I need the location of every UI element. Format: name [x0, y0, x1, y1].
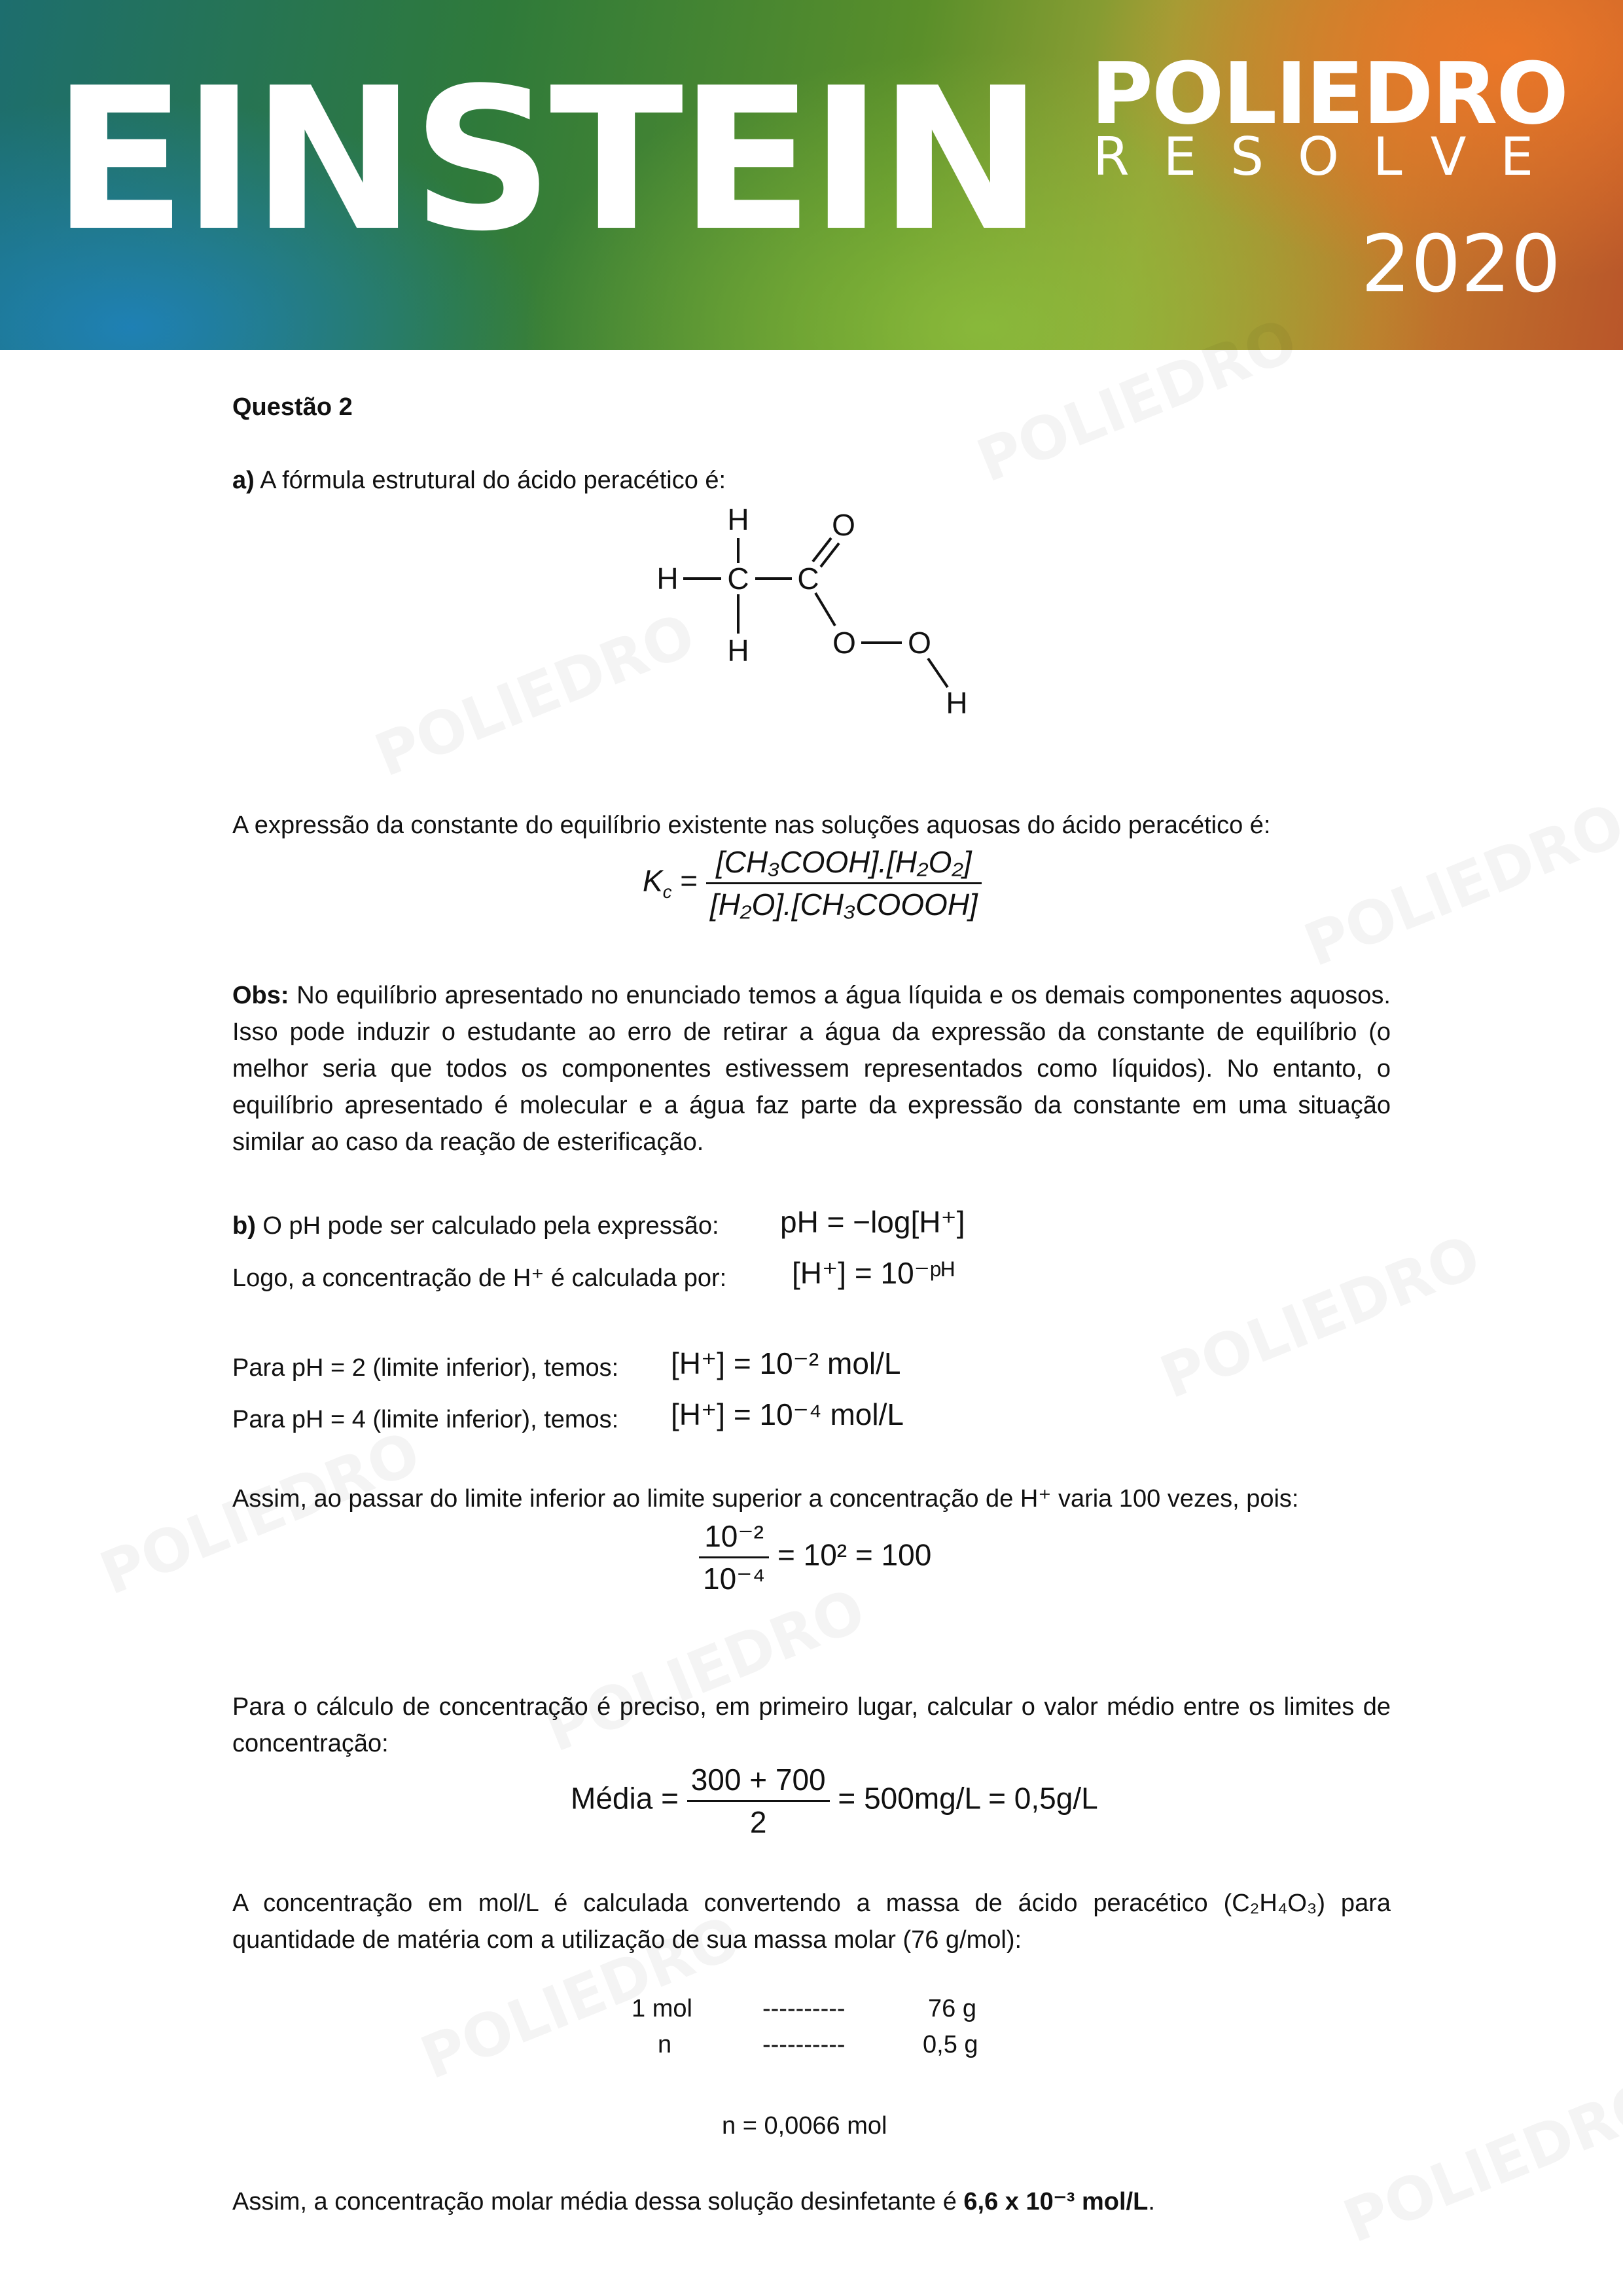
atom-h-left: H — [656, 562, 679, 596]
media-denominator: 2 — [749, 1805, 767, 1839]
atom-c1: C — [727, 562, 749, 596]
rule-row-2-right: 0,5 g — [923, 2031, 978, 2058]
final-end: . — [1148, 2188, 1155, 2215]
watermark — [1151, 1222, 1489, 1412]
media-numerator: 300 + 700 — [687, 1762, 830, 1802]
n-result: n = 0,0066 mol — [722, 2112, 887, 2140]
structural-formula — [641, 497, 982, 733]
final-answer: 6,6 x 10⁻³ mol/L — [963, 2188, 1149, 2215]
atom-h-bottom: H — [727, 634, 749, 668]
rule-row-1-right: 76 g — [928, 1995, 976, 2022]
ph4-expression: [H⁺] = 10⁻⁴ mol/L — [671, 1397, 904, 1431]
media-intro: Para o cálculo de concentração é preciso, em primeiro lugar, calcular o valor médio entre os limites de concentração: — [232, 1693, 1391, 1757]
brand-logo: POLIEDRO — [1090, 44, 1567, 143]
kc-numerator: [CH₃COOH].[H₂O₂] — [706, 844, 982, 884]
watermark — [1334, 2066, 1623, 2256]
ratio-numerator: 10⁻² — [699, 1518, 769, 1558]
kc-denominator: [H₂O].[CH₃COOOH] — [709, 888, 978, 922]
media-result: = 500mg/L = 0,5g/L — [838, 1781, 1098, 1816]
ratio-equation — [699, 1518, 931, 1596]
part-a-text: A fórmula estrutural do ácido peracético é: — [254, 467, 726, 494]
obs-label: Obs: — [232, 982, 289, 1009]
kc-equation: $K_c$ = $\frac{\text{[CH₃COOH].[H₂O₂]}}{\text{[H₂O].[CH₃COOOH]}}$ — [643, 844, 982, 922]
ph2-expression: [H⁺] = 10⁻² mol/L — [671, 1346, 901, 1380]
ratio-result: = 10² = 100 — [777, 1537, 932, 1572]
atom-o1: O — [832, 626, 856, 660]
obs-text: No equilíbrio apresentado no enunciado temos a água líquida e os demais componentes aquosos. Isso pode induzir o estudante ao erro de retirar a água da expressão da constante de equilíbrio (o melhor seria que todos os componentes estivessem representados como líquidos). No entanto, o equilíbrio apresentado é molecular e a água faz parte da expressão da constante em uma situação similar ao caso da reação de esterificação. — [232, 982, 1391, 1156]
part-b-label: b) — [232, 1212, 256, 1240]
media-fraction — [687, 1762, 830, 1840]
conc-intro: A concentração em mol/L é calculada convertendo a massa de ácido peracético (C₂H₄O₃) para quantidade de matéria com a utilização de sua massa molar (76 g/mol): — [232, 1890, 1391, 1954]
part-a-intro — [232, 462, 1391, 499]
media-equation — [571, 1762, 1098, 1840]
assim-text: Assim, ao passar do limite inferior ao limite superior a concentração de H⁺ varia 100 vezes, pois: — [232, 1485, 1299, 1513]
final-sentence — [232, 2183, 1391, 2220]
final-text: Assim, a concentração molar média dessa solução desinfetante é — [232, 2188, 964, 2215]
obs-paragraph — [232, 977, 1391, 1160]
atom-c2: C — [797, 562, 819, 596]
part-b-text: O pH pode ser calculado pela expressão: — [255, 1212, 719, 1240]
atom-h-top: H — [727, 503, 749, 537]
ratio-denominator: 10⁻⁴ — [703, 1562, 766, 1596]
atom-o-double: O — [832, 508, 855, 542]
media-label: Média = — [571, 1781, 679, 1816]
rule-row-1-dash: ---------- — [762, 1995, 846, 2022]
ph4-text: Para pH = 4 (limite inferior), temos: — [232, 1406, 619, 1433]
kc-subscript: c — [662, 881, 672, 902]
atom-o2: O — [908, 626, 931, 660]
rule-row-1-left: 1 mol — [632, 1995, 692, 2022]
atom-h-right: H — [946, 686, 968, 720]
rule-row-2-dash: ---------- — [762, 2031, 846, 2058]
ratio-fraction — [699, 1518, 769, 1596]
kc-intro: A expressão da constante do equilíbrio existente nas soluções aquosas do ácido peracético é: — [232, 812, 1271, 839]
question-title: Questão 2 — [232, 393, 353, 421]
exam-year: 2020 — [1361, 219, 1561, 310]
header-banner — [0, 0, 1623, 350]
part-a-label: a) — [232, 467, 255, 494]
ph2-text: Para pH = 2 (limite inferior), temos: — [232, 1354, 619, 1382]
kc-symbol: K — [643, 863, 663, 898]
exam-title: EINSTEIN — [52, 46, 1039, 274]
rule-row-2-left: n — [658, 2031, 672, 2058]
ph-expression: pH = −log[H⁺] — [780, 1205, 965, 1239]
logo-text: Logo, a concentração de H⁺ é calculada por: — [232, 1265, 727, 1292]
brand-subtitle: RESOLVE — [1093, 126, 1567, 187]
h-expression: [H⁺] = 10⁻ᵖᴴ — [792, 1256, 955, 1290]
kc-fraction — [706, 844, 982, 922]
